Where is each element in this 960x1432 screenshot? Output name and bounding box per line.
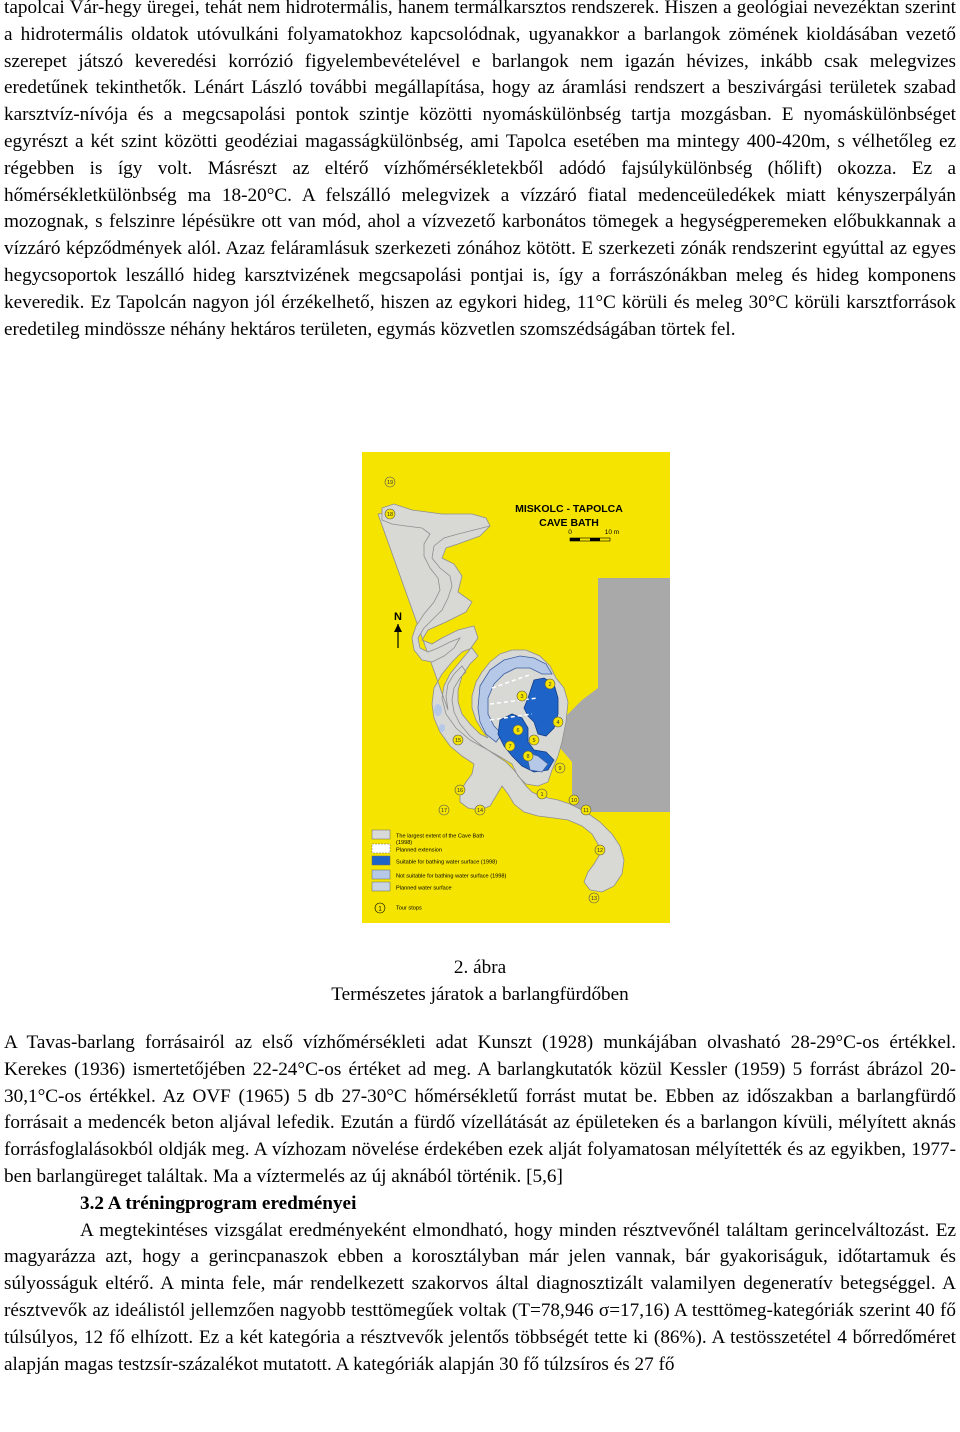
section-heading: 3.2 A tréningprogram eredményei [80,1192,357,1214]
legend-swatch-4 [372,882,390,891]
legend-label-1: Planned extension [396,847,443,854]
paragraph-springs: A Tavas-barlang forrásairól az első vízhőmérsékleti adat Kunszt (1928) munkájában olvasható 28-29°C-os értékkel. Kerekes (1936) ismertetőjében 22-24°C-os értéket ad meg. A barlangkutatók közül Kessler (1959) 5 forrást ábrázol 20-30,1°C-os értékkel. Az OVF (1965) 5 db 27-30°C hőmérsékletű forrást mutat be. Ebben az időszakban a barlangfürdő forrásait a medencék beton aljával lefedik. Ezután a fürdő vízellátását az épületeken és a barlangon kívüli, mélyített aknás forrásfoglalásokból oldják meg. A vízhozam növelése érdekében ezek alját folyamatosan mélyítették és az egyikben, 1977-ben barlangüreget találtak. Ma a víztermelés az új aknából történik. [5,6] [4,1032,956,1187]
tour-stop-label-17: 17 [440,808,448,815]
tour-stop-label-9: 9 [558,766,562,773]
water-small-2 [439,724,445,732]
tour-stop-label-15: 15 [454,738,462,745]
tour-stop-label-19: 19 [386,480,394,487]
water-small-1 [434,704,442,716]
legend-swatch-2 [372,856,390,865]
tour-stop-label-13: 13 [590,896,598,903]
tour-stop-label-7: 7 [508,744,512,751]
legend-label-3: Not suitable for bathing water surface (1998) [396,873,507,880]
tour-stop-label-16: 16 [456,788,464,795]
paragraph-results: A megtekintéses vizsgálat eredményeként elmondható, hogy minden résztvevőnél találtam gerincelváltozást. Ez magyarázza azt, hogy a gerincpanaszok ebben a korosztályban már jelen vannak, bár gyakoriságuk, időtartamuk és súlyosságuk eltérő. A minta fele, már rendelkezett szakorvos által diagnosztizált valamilyen degeneratív betegséggel. A résztvevők az ideálistól jellemzően nagyobb testtömegűek voltak (T=78,946 σ=17,16) A testtömeg-kategóriák szerint 40 fő túlsúlyos, 12 fő elhízott. Ez a két kategória a résztvevők jelentős többségét tette ki (86%). A testösszetétel 4 bőrredőméret alapján magas testzsír-százalékot mutatott. A kategóriák alapján 30 fő túlzsíros és 27 fő [4,1219,956,1375]
figure-number: 2. ábra [453,957,507,978]
legend-swatch-0 [372,830,390,839]
tour-stop-label-11: 11 [583,808,589,815]
tour-stop-label-18: 18 [386,512,394,519]
map-title-1: MISKOLC - TAPOLCA [515,503,623,515]
tour-stop-label-6: 6 [516,728,520,735]
scale-bar [570,538,610,541]
tour-stop-label-2: 2 [548,682,552,689]
tour-stop-label-3: 3 [520,694,524,701]
legend-label-2: Suitable for bathing water surface (1998) [396,859,498,866]
legend-swatch-3 [372,870,390,879]
north-label: N [394,611,402,623]
paragraph-top: tapolcai Vár-hegy üregei, tehát nem hidrotermális, hanem termálkarsztos rendszerek. Hiszen a geológiai nevezéktan szerint a hidrotermális oldatok utóvulkáni folyamatokhoz kapcsolódnak, ugyanakkor a barlangok zömének kioldásában vezető szerepet játszó keveredési korrózió figyelembevételével e barlangok nem igazán hévizes, inkább csak melegvizes eredetűnek tekinthetők. Lénárt László további megállapítása, hogy az áramlási rendszert a beszivárgási területek szabad karsztvíz-nívója és a megcsapolási pontok szintje közötti nyomáskülönbség tartja mozgásban. E nyomáskülönbséget egyrészt a két szint közötti geodéziai magasságkülönbség, ami Tapolca esetében ma mintegy 400-420m, s vélhetőleg ez régebben is így volt. Másrészt az eltérő vízhőmérsékletekből adódó fajsúlykülönbség (hőlift) okozza. Ez a hőmérsékletkülönbség ma 18-20°C. A felszálló melegvizek a vízzáró fiatal medenceüledékek miatt kényszerpályán mozognak, s felszinre lépésükre ott van mód, ahol a vízvezető karbonátos tömegek a hegységperemeken előbukkannak a vízzáró képződmények alól. Azaz feláramlásuk szerkezeti zónához kötött. E szerkezeti zónák rendszerint egyúttal az egyes hegycsoportok leszálló hideg karsztvizének megcsapolási pontjai is, így a forrászónákban meleg és hideg komponens keveredik. Ez Tapolcán nagyon jól érzékelhető, hiszen az egykori hideg, 11°C körüli és meleg 30°C körüli karsztforrások eredetileg mindössze néhány hektáros területen, egymás közvetlen szomszédságában törtek fel. [4,0,956,340]
legend-label-5: Tour stops [396,905,422,912]
tour-stop-label-10: 10 [570,798,578,805]
tour-stop-label-4: 4 [556,720,560,727]
tour-stop-label-8: 8 [526,754,530,761]
scale-label-10: 10 m [604,529,620,536]
scale-label-0: 0 [568,529,572,536]
tour-stop-label-1: 1 [540,792,544,799]
figure-title: Természetes járatok a barlangfürdőben [331,984,629,1005]
legend-label-4: Planned water surface [396,885,452,892]
legend-label-0-year: (1998) [396,840,413,846]
tour-stop-label-5: 5 [532,738,536,745]
bottom-text-block [4,1030,956,1378]
map-title-2: CAVE BATH [539,517,599,529]
cave-bath-map-real-panel [362,452,670,923]
legend-label-0: The largest extent of the Cave Bath [396,833,484,840]
legend-tour-stop-number: 1 [378,906,382,913]
legend-swatch-1 [372,844,390,853]
tour-stop-label-14: 14 [476,808,484,815]
top-text-block [4,0,956,343]
tour-stop-label-12: 12 [596,848,604,855]
